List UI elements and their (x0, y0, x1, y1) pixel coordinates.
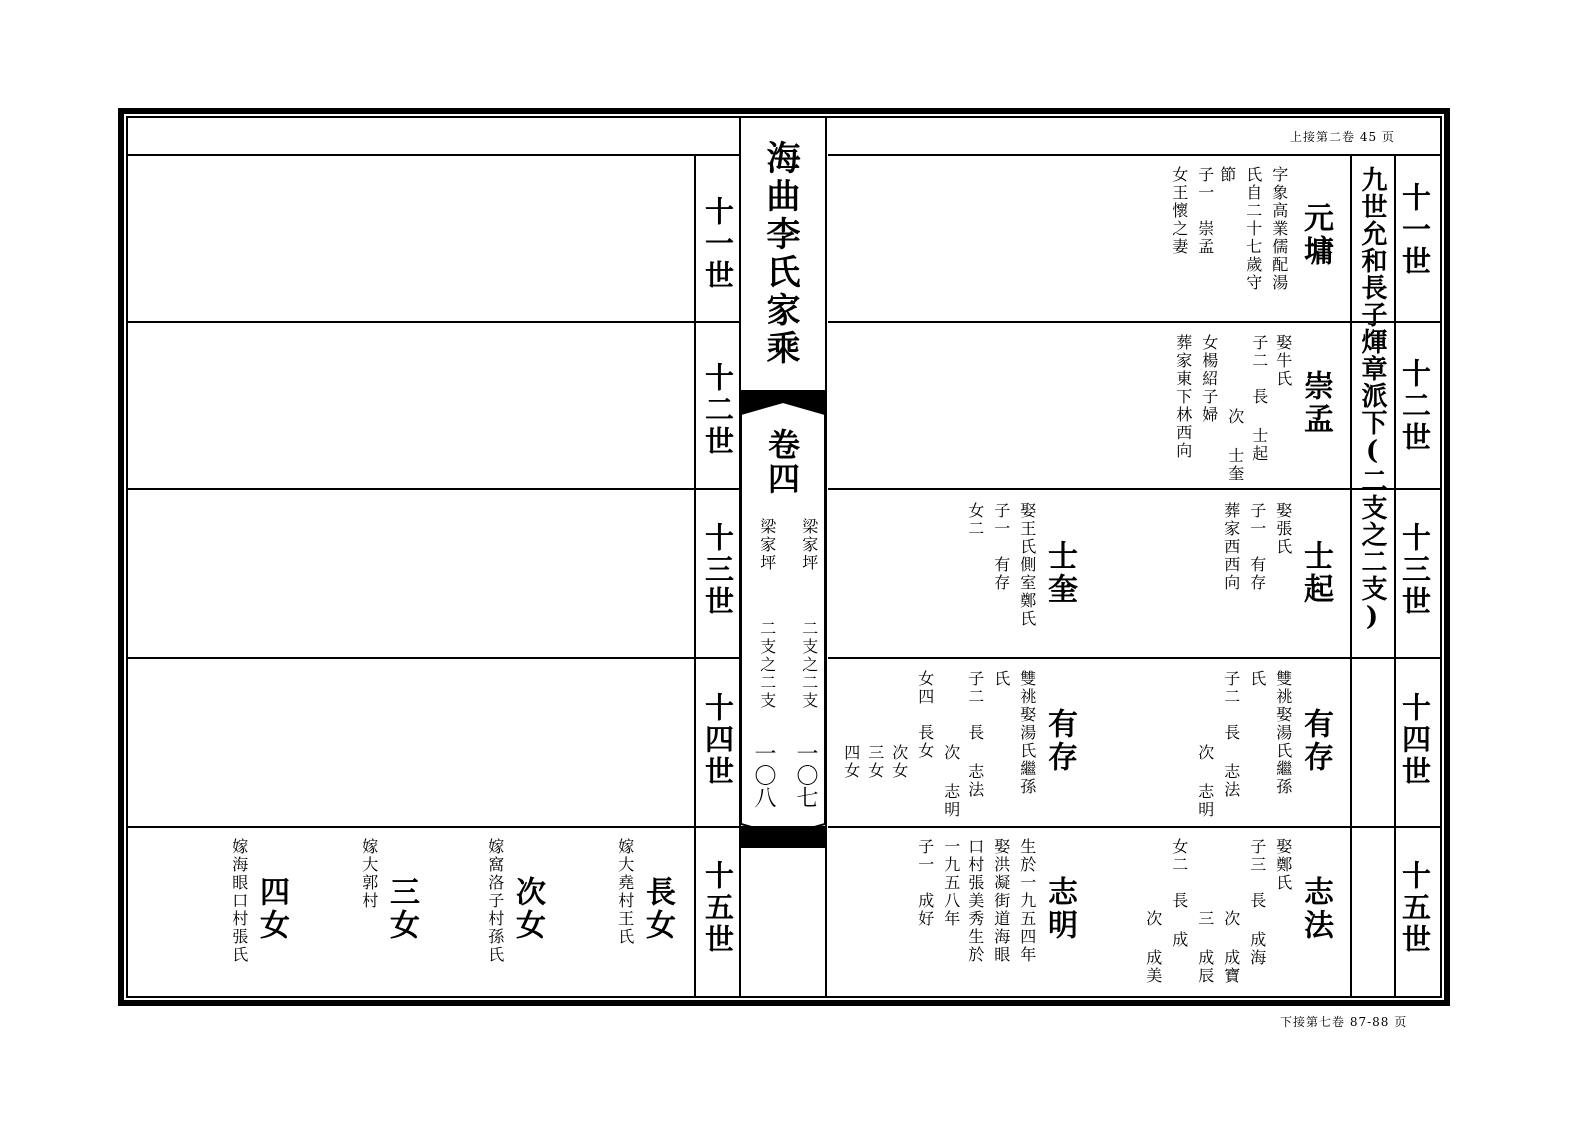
person-note: 次女 (889, 744, 909, 780)
person-note: 娶洪凝街道海眼 (991, 838, 1011, 964)
right-gen-15: 十五世 (1398, 860, 1432, 956)
spine-bottom-band (741, 826, 825, 848)
book-title: 海曲李氏家乘 (760, 140, 800, 368)
person-note: 子二 長 士起 (1249, 334, 1269, 463)
right-gen-14: 十四世 (1398, 692, 1432, 788)
left-header-line (128, 154, 740, 156)
daughter-note: 嫁大郭村 (359, 838, 379, 910)
daughter-name: 次女 (510, 876, 545, 942)
left-row-line (128, 488, 740, 490)
right-row-line (828, 657, 1440, 659)
daughter-note: 嫁海眼口村張氏 (229, 838, 249, 964)
footer-continuation-note: 下接第七卷 87-88 页 (1280, 1015, 1408, 1029)
person-note: 娶牛氏 (1273, 334, 1293, 388)
person-note: 生於一九五四年 (1017, 838, 1037, 964)
person-note: 四女 (841, 744, 861, 780)
branch-column-line (1350, 154, 1352, 996)
person-note: 子一 崇孟 (1195, 166, 1215, 256)
left-gen-column-line (694, 154, 696, 996)
spine-left-branch: 二支之二支 (757, 620, 777, 710)
right-row-line (828, 826, 1440, 828)
volume-label: 卷四 (763, 428, 801, 496)
person-note: 娶張氏 (1273, 502, 1293, 556)
person-note: 雙祧娶湯氏繼孫 (1017, 670, 1037, 796)
person-note: 三女 (865, 744, 885, 780)
person-note: 女四 長女 (915, 670, 935, 760)
person-note: 次 士奎 (1225, 408, 1245, 483)
left-gen-11: 十一世 (701, 196, 735, 292)
person-note: 三 成辰 (1195, 910, 1215, 985)
right-row-line (828, 321, 1440, 323)
daughter-note: 嫁大堯村王氏 (615, 838, 635, 946)
left-gen-12: 十二世 (701, 362, 735, 458)
person-note: 口村張美秀生於 (965, 838, 985, 964)
person-note: 雙祧娶湯氏繼孫 (1273, 670, 1293, 796)
person-name: 志明 (1042, 876, 1077, 942)
spine-right-page: 一〇七 (793, 742, 818, 808)
left-gen-15: 十五世 (701, 860, 735, 956)
person-name: 士起 (1298, 540, 1333, 606)
spine-right-branch: 二支之二支 (799, 620, 819, 710)
left-row-line (128, 826, 740, 828)
person-note: 節 (1217, 166, 1237, 184)
person-note: 子一 有存 (991, 502, 1011, 592)
header-continuation-note: 上接第二卷 45 页 (1290, 130, 1395, 144)
person-name: 士奎 (1042, 540, 1077, 606)
person-note: 次 志明 (941, 744, 961, 819)
left-row-line (128, 657, 740, 659)
person-note: 女二 長 成 (1169, 838, 1189, 949)
person-note: 子一 有存 (1247, 502, 1267, 592)
person-note: 子三 長 成海 (1247, 838, 1267, 967)
person-note: 娶鄭氏 (1273, 838, 1293, 892)
right-gen-13: 十三世 (1398, 522, 1432, 618)
daughter-name: 四女 (254, 876, 289, 942)
right-header-line (828, 154, 1440, 156)
person-note: 次 成美 (1143, 910, 1163, 985)
person-note: 字象高業儒配湯 (1269, 166, 1289, 292)
person-name: 元墉 (1298, 202, 1333, 268)
person-note: 氏自二十七歲守 (1243, 166, 1263, 292)
person-note: 葬家西西向 (1221, 502, 1241, 592)
right-gen-column-line (1394, 154, 1396, 996)
right-gen-11: 十一世 (1398, 182, 1432, 278)
spine-left-place: 梁家坪 (757, 518, 777, 572)
person-note: 子一 成好 (915, 838, 935, 928)
left-row-line (128, 321, 740, 323)
person-name: 有存 (1042, 708, 1077, 774)
daughter-name: 三女 (384, 876, 419, 942)
daughter-note: 嫁窩洛子村孫氏 (485, 838, 505, 964)
spine-right-place: 梁家坪 (799, 518, 819, 572)
daughter-name: 長女 (640, 876, 675, 942)
left-gen-14: 十四世 (701, 692, 735, 788)
person-note: 一九五八年 (941, 838, 961, 928)
person-note: 女王懷之妻 (1169, 166, 1189, 256)
person-note: 子二 長 志法 (1221, 670, 1241, 799)
person-note: 次 志明 (1195, 744, 1215, 819)
person-name: 志法 (1298, 876, 1333, 942)
person-name: 崇孟 (1298, 370, 1333, 436)
person-note: 女楊紹子婦 (1199, 334, 1219, 424)
spine-left-page: 一〇八 (751, 742, 776, 808)
person-note: 氏 (991, 670, 1011, 688)
person-note: 葬家東下林西向 (1173, 334, 1193, 460)
person-note: 子二 長 志法 (965, 670, 985, 799)
person-note: 次 成寶 (1221, 910, 1241, 985)
left-gen-13: 十三世 (701, 522, 735, 618)
person-note: 氏 (1247, 670, 1267, 688)
right-row-line (828, 488, 1440, 490)
spine-right-line (825, 118, 827, 996)
right-gen-12: 十二世 (1398, 358, 1432, 454)
person-note: 女二 (965, 502, 985, 538)
branch-title: 九世允和長子煇章派下(二支之二支) (1357, 166, 1387, 633)
person-name: 有存 (1298, 708, 1333, 774)
person-note: 娶王氏側室鄭氏 (1017, 502, 1037, 628)
